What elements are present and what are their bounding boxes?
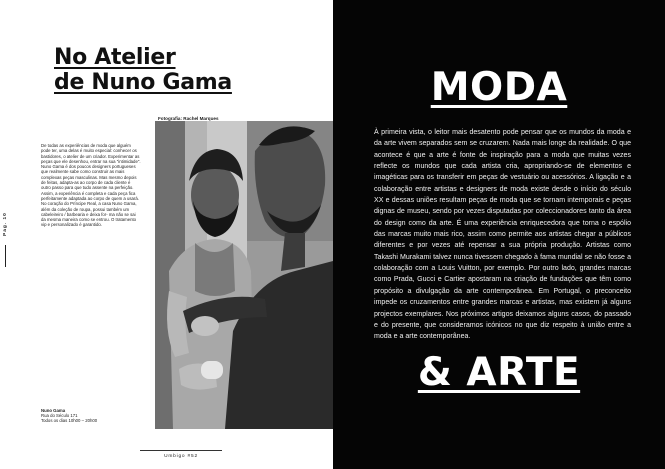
intro-paragraph: De todas as experiências de moda que alguém pode ter, uma delas é muito especial: conhecer os bastidores, o atelier de um criador. Experimentar as peças que ele desenhou, entrar na sua "intimidade". Nuno Gama é dos poucos designers portugueses que realmente sabe como construir as mais complexas peças masculinas. Mas mesmo depois de feitas, adapta-as ao corpo de cada cliente é outro passo para que tudo assente na perfeição. Assim, a experiência é completa e cada peça fica perfeitamente adaptada ao corpo de quem a usará. No coração do Príncipe Real, a casa Nuno Gama, além da coleção de roupa, possui também um cabeleireiro / barbearia e deixa for- ma não se sai da mesma maneira como se entrou. O tratamento vip e personalizado é garantido.	[41, 143, 141, 228]
footer-rule	[140, 450, 222, 451]
page-number-rule	[5, 245, 6, 267]
article-title	[54, 45, 232, 95]
body-paragraph: À primeira vista, o leitor mais desatento pode pensar que os mundos da moda e da arte vivem separados sem se cruzarem. Nada mais longe da realidade. O que acontece é que a arte é fonte de inspiração para a moda que muitas vezes reflecte os mundos que cada artista cria, apropriando-se de elementos e imagéticas para os transferir em peças de vestuário ou acessórios. A ligação e a colaboração entre artistas e designers de moda existe desde o início do século XX e dessas uniões resultam peças de moda que se tornam intemporais e peças dignas de museu, sendo por vezes disputadas por coleccionadores tanto da área do design como da arte. É uma experiência enriquecedora que torna o espólio das marcas muito mais rico, assim como permite aos artistas chegar a públicos diferentes e por vezes até repensar a sua própria produção. Artistas como Takashi Murakami talvez nunca tivessem chegado à fama mundial se não fosse a colaboração com a Louis Vuitton, por exemplo. Por outro lado, grandes marcas como Prada, Gucci e Cartier apostaram na criação de fundações que têm como propósito a divulgação da arte contemporânea. Em Portugal, o preconceito impede os cruzamentos entre grandes marcas e artistas, mas existem já alguns projectos exemplares. Nos próximos artigos deixamos alguns casos, do passado e do presente, que consideramos icónicos no que diz respeito à união entre a moda e a arte contemporânea.	[374, 129, 631, 341]
heading-moda-text: MODA	[430, 65, 568, 110]
address-hours: Todos os dias 10h00 – 20h00	[41, 418, 98, 424]
heading-arte	[333, 351, 665, 395]
footer-issue-label: Umbigo #52	[164, 454, 198, 459]
photo-credit: Fotografia: Rachel Marques	[158, 116, 219, 121]
address-name: Nuno Gama	[41, 408, 66, 413]
heading-arte-text: & ARTE	[417, 350, 581, 395]
heading-moda	[333, 66, 665, 110]
atelier-photo-illustration	[155, 121, 333, 429]
page-number: Pag. 10	[3, 212, 8, 236]
atelier-photo	[155, 121, 333, 429]
article-title-line-2: de Nuno Gama	[54, 70, 232, 95]
article-title-line-1: No Atelier	[54, 45, 176, 70]
address-street: Rua do Século 171	[41, 413, 78, 419]
address-block	[41, 408, 97, 424]
